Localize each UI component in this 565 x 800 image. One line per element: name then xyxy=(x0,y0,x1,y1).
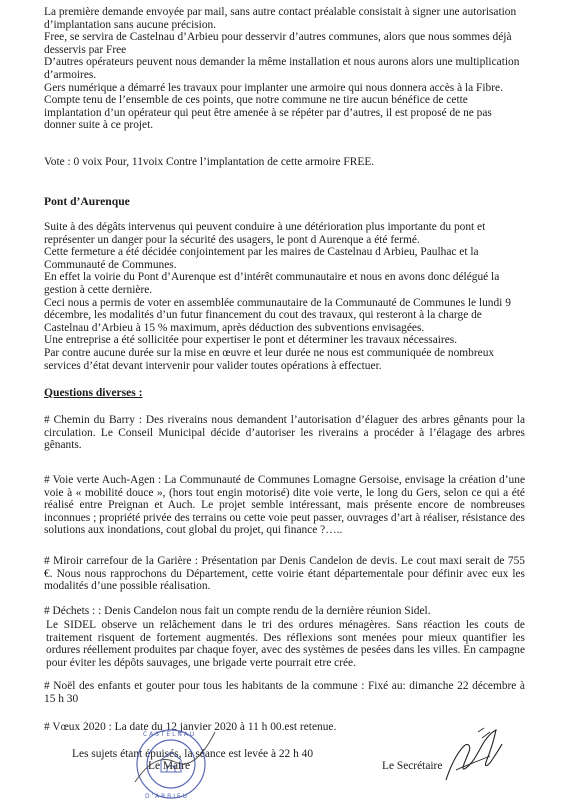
intro-line-4: Gers numérique a démarré les travaux pour implanter une armoire qui nous donnera accès à la Fibre. xyxy=(44,81,503,94)
pont-paragraph xyxy=(44,221,526,372)
intro-line-3: D’autres opérateurs peuvent nous demander la même installation et nous aurons alors une multiplication d’armoires. xyxy=(44,56,520,81)
pont-heading: Pont d’Aurenque xyxy=(44,195,130,208)
closing-line: Les sujets étant épuisés, la séance est levée à 22 h 40 xyxy=(72,748,314,760)
intro-paragraph xyxy=(44,6,524,132)
pont-line-4: Ceci nous a permis de voter en assemblée communautaire de la Communauté de Communes le lundi 9 décembre, les modalités d’un futur financement du cout des travaux, qui resteront à la charge de Castelnau d’Arbieu à 15 % maximum, après déduction des subventions envisagées. xyxy=(44,296,511,334)
item-chemin-barry: # Chemin du Barry : Des riverains nous demandent l’autorisation d’élaguer des arbres gênants pour la circulation. Le Conseil Municipal décide d’autoriser les riverains a procéder à l’élagage des arbres gênants. xyxy=(44,414,525,452)
pont-line-6: Par contre aucune durée sur la mise en œuvre et leur durée ne nous est communiquée de nombreux services d’état devant intervenir pour valider toutes opérations à effectuer. xyxy=(44,346,495,372)
item-dechets-title: # Déchets : : Denis Candelon nous fait un compte rendu de la dernière réunion Sidel. xyxy=(44,605,431,617)
item-voie-verte: # Voie verte Auch-Agen : La Communauté de Communes Lomagne Gersoise, envisage la création d’une voie à « mobilité douce », (hors tout engin motorisé) dite voie verte, le long du Gers, selon ce qui a été réalisé entre Preignan et Auch. Le projet semble intéressant, mais présente encore de nombreuses inconnues ; propriété privée des terrains ou cette voie peut passer, ouvrages d’art à réaliser, résistance des solutions aux inondations, cout global du projet, qui finance ?….. xyxy=(44,474,525,537)
vote-result: Vote : 0 voix Pour, 11voix Contre l’implantation de cette armoire FREE. xyxy=(44,156,375,168)
questions-heading: Questions diverses : xyxy=(44,386,143,399)
item-miroir: # Miroir carrefour de la Garière : Présentation par Denis Candelon de devis. Le cout maxi serait de 755 €. Nous nous rapprochons du Département, cette voirie étant départementale pour définir avec eux les modalités d’une possible réalisation. xyxy=(44,555,525,593)
item-dechets-body: Le SIDEL observe un relâchement dans le tri des ordures ménagères. Sans réaction les couts de traitement risquent de fortement augmentés. Des réflexions sont menées pour mieux quantifier les ordures réellement produites par chaque foyer, avec des systèmes de pesées dans les villes. En campagne pour éviter les dépôts sauvages, une brigade verte pourrait etre crée. xyxy=(46,619,525,669)
svg-text:D ' A R B I E U: D ' A R B I E U xyxy=(145,793,187,800)
svg-text:C A S T E L N A U: C A S T E L N A U xyxy=(143,731,195,738)
handwritten-signature xyxy=(438,722,508,784)
pont-line-1: Suite à des dégâts intervenus qui peuvent conduire à une détérioration plus importante du pont et représenter un danger pour la sécurité des usagers, le pont d Aurenque a été fermé. xyxy=(44,221,486,246)
intro-line-1: La première demande envoyée par mail, sans autre contact préalable consistait à signer une autorisation d’implantation sans aucune précision. xyxy=(44,6,517,31)
signature-mayor-label: Le Maire xyxy=(148,760,191,772)
intro-line-5: Compte tenu de l’ensemble de ces points, que notre commune ne tire aucun bénéfice de cette implantation d’un opérateur qui peut être amenée à se répéter par d’autres, il est proposé de ne pas donner suite à ce projet. xyxy=(44,94,492,132)
signature-secretary-label: Le Secrétaire xyxy=(382,760,443,772)
intro-line-2: Free, se servira de Castelnau d’Arbieu pour desservir d’autres communes, alors que nous sommes déjà desservis par Free xyxy=(44,31,512,56)
pont-line-3: En effet la voirie du Pont d’Aurenque est d’intérêt communautaire et nous en avons donc délégué la gestion à cette dernière. xyxy=(44,271,500,296)
municipal-stamp xyxy=(115,712,227,800)
item-voeux: # Vœux 2020 : La date du 12 janvier 2020 à 11 h 00.est retenue. xyxy=(44,721,337,733)
item-noel: # Noël des enfants et gouter pour tous les habitants de la commune : Fixé au: dimanche 22 décembre à 15 h 30 xyxy=(44,680,525,705)
pont-line-2: Cette fermeture a été décidée conjointement par les maires de Castelnau d Arbieu, Paulhac et la Communauté de Communes. xyxy=(44,246,479,271)
pont-line-5: Une entreprise a été sollicitée pour expertiser le pont et déterminer les travaux nécessaires. xyxy=(44,334,458,347)
